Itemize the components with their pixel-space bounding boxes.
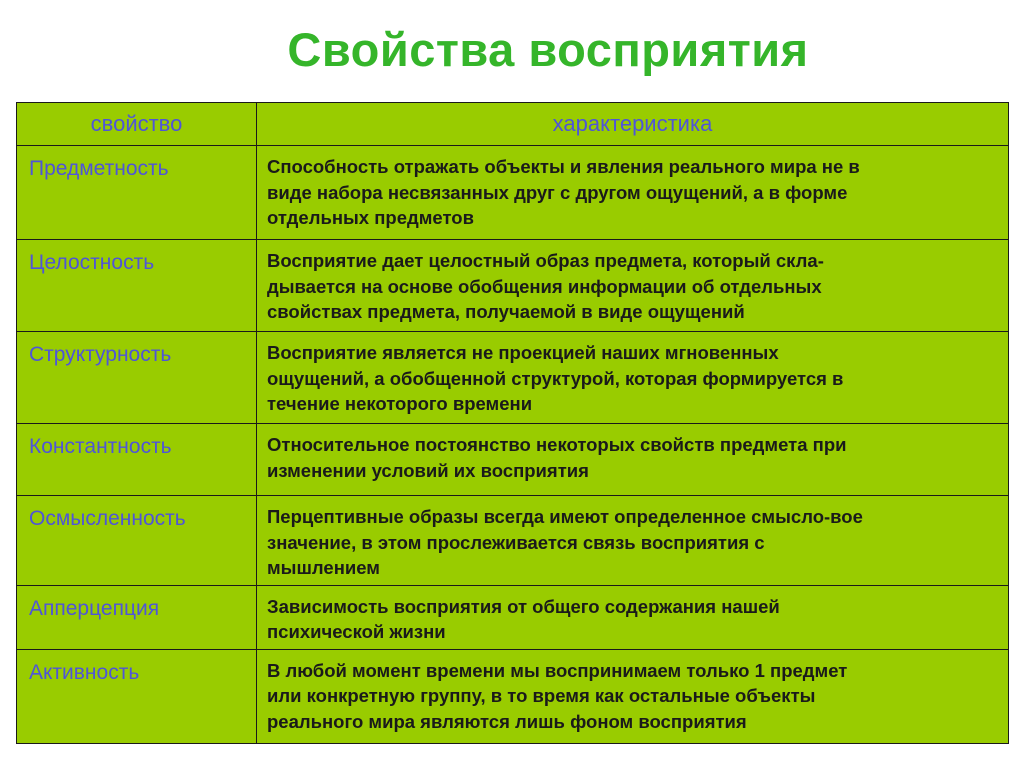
description-line: Восприятие является не проекцией наших мгновенных bbox=[267, 342, 779, 363]
property-description bbox=[257, 240, 1009, 332]
property-name: Целостность bbox=[17, 240, 257, 332]
property-description bbox=[257, 146, 1009, 240]
property-description bbox=[257, 585, 1009, 649]
property-name: Предметность bbox=[17, 146, 257, 240]
property-name: Осмысленность bbox=[17, 496, 257, 586]
property-name: Структурность bbox=[17, 332, 257, 424]
table-header-row bbox=[17, 103, 1009, 146]
description-line: Способность отражать объекты и явления реального мира не в bbox=[267, 156, 860, 177]
description-line: дывается на основе обобщения информации об отдельных bbox=[267, 275, 822, 297]
property-name: Апперцепция bbox=[17, 585, 257, 649]
description-line: Перцептивные образы всегда имеют определенное смысло-вое bbox=[267, 506, 863, 527]
description-line: или конкретную группу, в то время как остальные объекты bbox=[267, 685, 816, 706]
table-row bbox=[17, 424, 1009, 496]
description-line: Восприятие дает целостный образ предмета, который скла- bbox=[267, 250, 824, 271]
table-row bbox=[17, 240, 1009, 332]
table-row bbox=[17, 649, 1009, 743]
description-line: реального мира являются лишь фоном восприятия bbox=[267, 710, 747, 732]
description-line: значение, в этом прослеживается связь восприятия с bbox=[267, 531, 765, 553]
column-header-property: свойство bbox=[17, 103, 257, 146]
property-description bbox=[257, 649, 1009, 743]
description-line: мышлением bbox=[267, 557, 380, 578]
table-row bbox=[17, 496, 1009, 586]
properties-table bbox=[16, 102, 1009, 744]
description-line: психической жизни bbox=[267, 621, 446, 642]
description-line: отдельных предметов bbox=[267, 207, 474, 228]
description-line: Зависимость восприятия от общего содержания нашей bbox=[267, 595, 780, 617]
property-name: Константность bbox=[17, 424, 257, 496]
description-line: течение некоторого времени bbox=[267, 393, 533, 414]
description-line: изменении условий их восприятия bbox=[267, 459, 589, 481]
description-line: ощущений, а обобщенной структурой, которая формируется в bbox=[267, 367, 844, 389]
property-description bbox=[257, 424, 1009, 496]
description-line: Относительное постоянство некоторых свойств предмета при bbox=[267, 434, 847, 455]
column-header-characteristic: характеристика bbox=[257, 103, 1009, 146]
property-name: Активность bbox=[17, 649, 257, 743]
table-row bbox=[17, 146, 1009, 240]
page-title: Свойства восприятия bbox=[287, 23, 809, 76]
table-row bbox=[17, 585, 1009, 649]
description-line: В любой момент времени мы воспринимаем только 1 предмет bbox=[267, 659, 848, 681]
property-description bbox=[257, 332, 1009, 424]
properties-table-container bbox=[16, 102, 1008, 744]
description-line: виде набора несвязанных друг с другом ощущений, а в форме bbox=[267, 181, 848, 203]
description-line: свойствах предмета, получаемой в виде ощущений bbox=[267, 301, 745, 322]
property-description bbox=[257, 496, 1009, 586]
table-row bbox=[17, 332, 1009, 424]
